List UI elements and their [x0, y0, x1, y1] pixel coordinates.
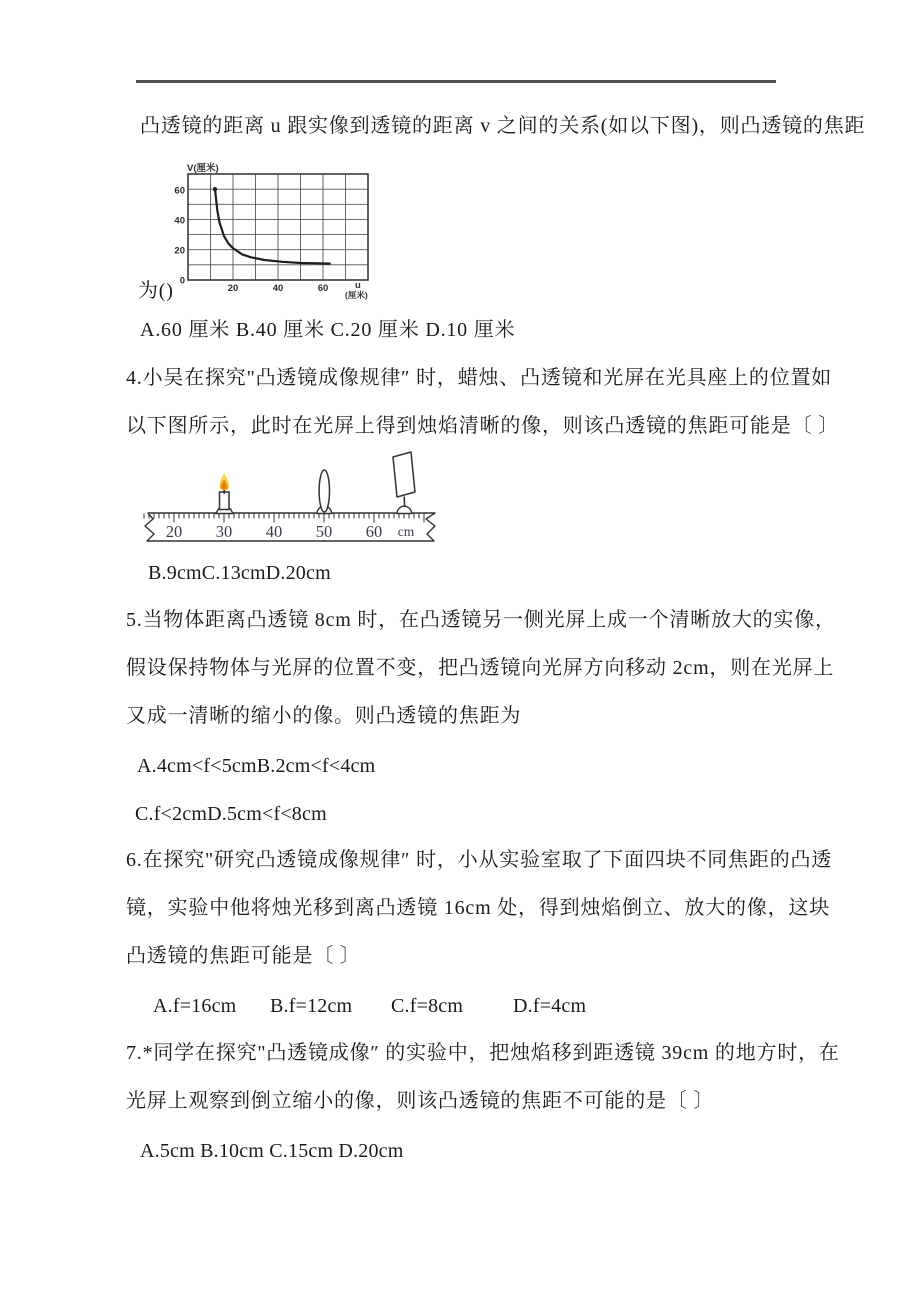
light-screen	[393, 452, 415, 514]
ruler-label-60: 60	[365, 522, 383, 541]
intro-text: 凸透镜的距离 u 跟实像到透镜的距离 v 之间的关系(如以下图)，则凸透镜的焦距	[140, 115, 866, 137]
q6-line2: 镜，实验中他将烛光移到离凸透镜 16cm 处，得到烛焰倒立、放大的像，这块	[126, 897, 831, 919]
lens-glass	[319, 470, 329, 512]
ruler-label-20: 20	[165, 522, 183, 541]
graph-x-axis-var-label: u	[355, 280, 361, 291]
graph-ytick-60: 60	[174, 185, 185, 197]
q5-options-ab: A.4cm<f<5cmB.2cm<f<4cm	[137, 755, 376, 777]
ruler-unit-label: cm	[397, 524, 415, 539]
q5-line3: 又成一清晰的缩小的像。则凸透镜的焦距为	[126, 705, 522, 727]
candle-body	[220, 492, 230, 510]
graph-xtick-60: 60	[317, 283, 329, 294]
q4-line1: 4.小吴在探究"凸透镜成像规律″ 时，蜡烛、凸透镜和光屏在光具座上的位置如	[126, 367, 833, 389]
ruler-label-30: 30	[215, 522, 233, 541]
graph-ytick-40: 40	[174, 215, 185, 227]
graph-x-axis-unit-label: (厘米)	[345, 290, 368, 300]
candle	[216, 473, 233, 514]
q3-tail-text: 为()	[138, 280, 174, 302]
uv-curve	[215, 189, 330, 264]
q6-option-c: C.f=8cm	[391, 995, 464, 1017]
q7-options: A.5cm B.10cm C.15cm D.20cm	[140, 1140, 404, 1162]
q4-line2: 以下图所示，此时在光屏上得到烛焰清晰的像，则该凸透镜的焦距可能是〔 〕	[126, 415, 839, 437]
ruler-label-50: 50	[315, 522, 333, 541]
q7-line1: 7.*同学在探究"凸透镜成像″ 的实验中，把烛焰移到距透镜 39cm 的地方时，在	[126, 1042, 840, 1064]
uv-curve-start-dot	[213, 187, 217, 191]
q6-option-d: D.f=4cm	[513, 995, 587, 1017]
q4-options: B.9cmC.13cmD.20cm	[148, 562, 331, 584]
convex-lens	[317, 470, 332, 514]
q5-line2: 假设保持物体与光屏的位置不变，把凸透镜向光屏方向移动 2cm，则在光屏上	[126, 657, 835, 679]
q6-line1: 6.在探究"研究凸透镜成像规律″ 时，小从实验室取了下面四块不同焦距的凸透	[126, 849, 833, 871]
graph-xtick-20: 20	[227, 283, 239, 294]
graph-ytick-20: 20	[174, 245, 185, 257]
uv-graph-figure	[173, 162, 385, 304]
screen-panel	[393, 452, 415, 497]
header-rule	[136, 80, 776, 83]
q5-options-cd: C.f<2cmD.5cm<f<8cm	[135, 803, 327, 825]
screen-stand-base	[397, 506, 412, 513]
q6-option-a: A.f=16cm	[153, 995, 237, 1017]
q5-line1: 5.当物体距离凸透镜 8cm 时，在凸透镜另一侧光屏上成一个清晰放大的实像，	[126, 609, 836, 631]
q3-options: A.60 厘米 B.40 厘米 C.20 厘米 D.10 厘米	[140, 319, 516, 341]
optical-bench-figure	[132, 448, 452, 548]
q6-options	[153, 993, 586, 1019]
q7-line2: 光屏上观察到倒立缩小的像，则该凸透镜的焦距不可能的是〔 〕	[126, 1090, 715, 1112]
ruler-label-40: 40	[265, 522, 283, 541]
graph-y-axis-label: V(厘米)	[187, 163, 219, 174]
graph-xtick-40: 40	[272, 283, 284, 294]
q6-option-b: B.f=12cm	[270, 995, 353, 1017]
graph-origin-label: 0	[179, 275, 185, 287]
q6-line3: 凸透镜的焦距可能是〔 〕	[126, 945, 361, 967]
